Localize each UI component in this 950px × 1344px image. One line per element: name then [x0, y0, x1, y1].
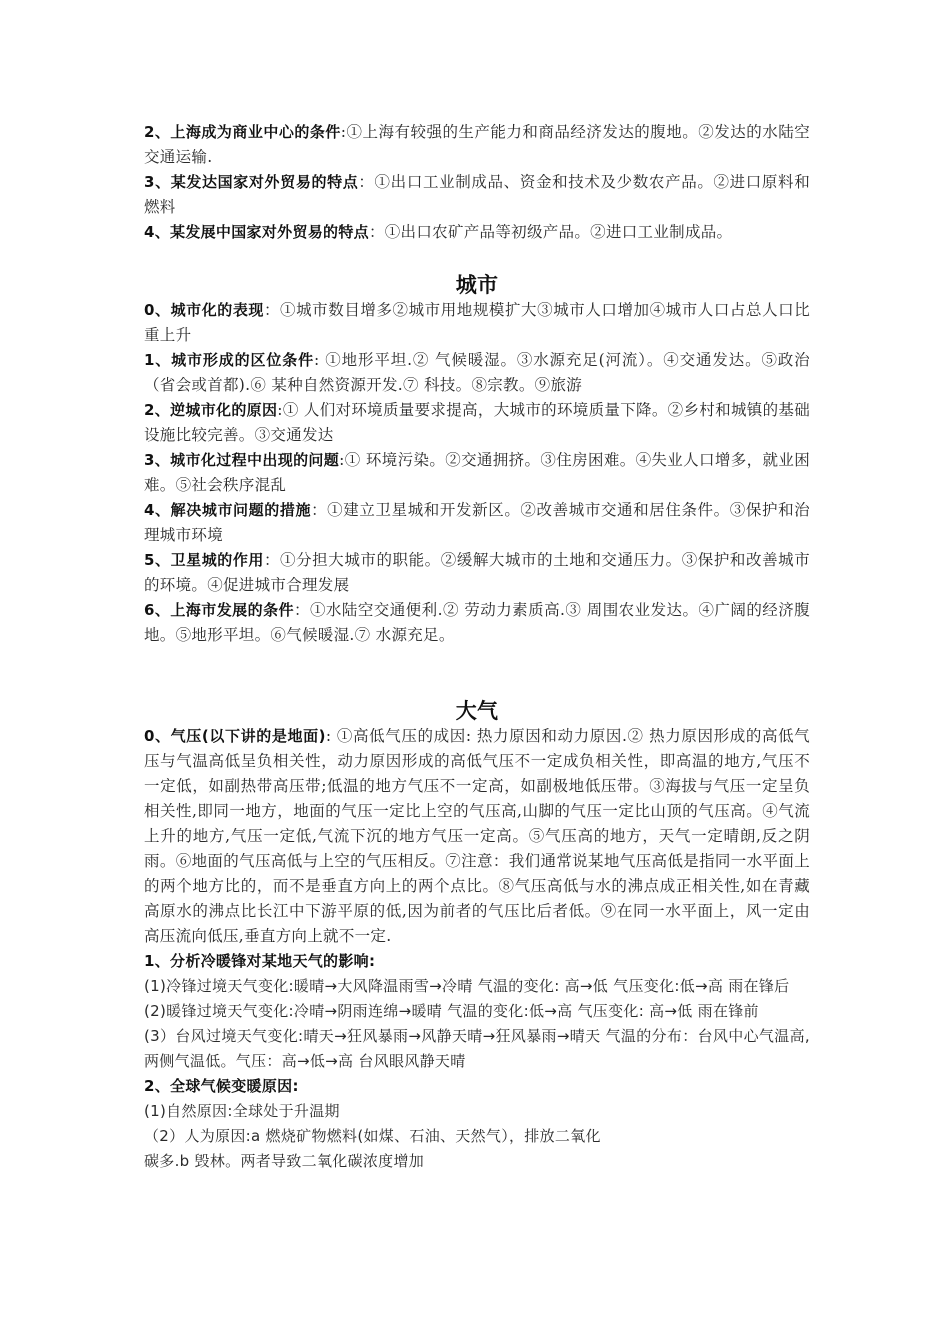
item-heading: 5、卫星城的作用 [144, 551, 264, 569]
city-item-4 [144, 498, 810, 548]
atmosphere-item-1-heading [144, 949, 810, 974]
trade-item-2 [144, 120, 810, 170]
item-heading: 1、分析冷暖锋对某地天气的影响: [144, 952, 376, 970]
city-item-1 [144, 348, 810, 398]
section-title-atmosphere: 大气 [455, 699, 499, 723]
item-body: ：①水陆空交通便利.② 劳动力素质高.③ 周围农业发达。④广阔的经济腹地。⑤地形平坦。⑥气候暖湿.⑦ 水源充足。 [144, 601, 810, 644]
item-heading: 6、上海市发展的条件 [144, 601, 294, 619]
item-body: :① 人们对环境质量要求提高，大城市的环境质量下降。②乡村和城镇的基础设施比较完善。③交通发达 [144, 401, 811, 444]
item-heading: 0、气压(以下讲的是地面) [144, 727, 326, 745]
item-heading: 4、某发展中国家对外贸易的特点 [144, 223, 369, 241]
city-item-5 [144, 548, 810, 598]
natural-cause-line: (1)自然原因:全球处于升温期 [144, 1102, 340, 1120]
item-body: ：①分担大城市的职能。②缓解大城市的土地和交通压力。③保护和改善城市的环境。④促进城市合理发展 [144, 551, 811, 594]
city-item-2 [144, 398, 810, 448]
document-page [144, 120, 810, 1174]
item-heading: 0、城市化的表现 [144, 301, 264, 319]
trade-item-3 [144, 170, 810, 220]
item-body: ：①出口工业制成品、资金和技术及少数农产品。②进口原料和燃料 [144, 173, 810, 216]
cold-front-line: (1)冷锋过境天气变化:暖晴→大风降温雨雪→冷晴 气温的变化: 高→低 气压变化:低→高 雨在锋后 [144, 977, 790, 995]
item-heading: 2、上海成为商业中心的条件 [144, 123, 341, 141]
item-heading: 3、某发达国家对外贸易的特点 [144, 173, 359, 191]
section-title-city: 城市 [455, 273, 499, 297]
item-body: : ①地形平坦.② 气候暖湿。③水源充足(河流）。④交通发达。⑤政治（省会或首都).⑥ 某种自然资源开发.⑦ 科技。⑧宗教。⑨旅游 [144, 351, 810, 394]
human-cause-line: （2）人为原因:a 燃烧矿物燃料(如煤、石油、天然气），排放二氧化 [144, 1127, 601, 1145]
item-body: : ①高低气压的成因: 热力原因和动力原因.② 热力原因形成的高低气压与气温高低呈负相关性，动力原因形成的高低气压不一定成负相关性，即高温的地方,气压不一定低，如副热带高压带;低温的地方气压不一定高，如副极地低压带。③海拔与气压一定呈负相关性,即同一地方，地面的气压一定比上空的气压高,山脚的气压一定比山顶的气压高。④气流上升的地方,气压一定低,气流下沉的地方气压一定高。⑤气压高的地方，天气一定晴朗,反之阴雨。⑥地面的气压高低与上空的气压相反。⑦注意：我们通常说某地气压高低是指同一水平面上的两个地方比的，而不是垂直方向上的两个点比。⑧气压高低与水的沸点成正相关性,如在青藏高原水的沸点比长江中下游平原的低,因为前者的气压比后者低。⑨在同一水平面上，风一定由高压流向低压,垂直方向上就不一定. [144, 727, 810, 945]
item-body: :① 环境污染。②交通拥挤。③住房困难。④失业人口增多，就业困难。⑤社会秩序混乱 [144, 451, 810, 494]
item-body: ：①建立卫星城和开发新区。②改善城市交通和居住条件。③保护和治理城市环境 [144, 501, 810, 544]
item-heading: 1、城市形成的区位条件 [144, 351, 314, 369]
item-body: :①上海有较强的生产能力和商品经济发达的腹地。②发达的水陆空交通运输. [144, 123, 810, 166]
item-body: ：①出口农矿产品等初级产品。②进口工业制成品。 [368, 223, 733, 241]
city-item-0 [144, 298, 810, 348]
item-heading: 3、城市化过程中出现的问题 [144, 451, 340, 469]
item-heading: 4、解决城市问题的措施 [144, 501, 312, 519]
human-cause-line-cont: 碳多.b 毁林。两者导致二氧化碳浓度增加 [144, 1152, 425, 1170]
item-body: ：①城市数目增多②城市用地规模扩大③城市人口增加④城市人口占总人口比重上升 [144, 301, 811, 344]
atmosphere-item-2-heading [144, 1074, 810, 1099]
city-item-3 [144, 448, 810, 498]
item-heading: 2、逆城市化的原因 [144, 401, 278, 419]
city-item-6 [144, 598, 810, 648]
item-heading: 2、全球气候变暖原因: [144, 1077, 299, 1095]
trade-item-4 [144, 220, 810, 245]
atmosphere-item-0 [144, 724, 810, 949]
warm-front-line: (2)暖锋过境天气变化:冷晴→阴雨连绵→暖晴 气温的变化:低→高 气压变化: 高→低 雨在锋前 [144, 1002, 759, 1020]
typhoon-line: (3）台风过境天气变化:晴天→狂风暴雨→风静天晴→狂风暴雨→晴天 气温的分布：台风中心气温高,两侧气温低。气压：高→低→高 台风眼风静天晴 [144, 1027, 810, 1070]
